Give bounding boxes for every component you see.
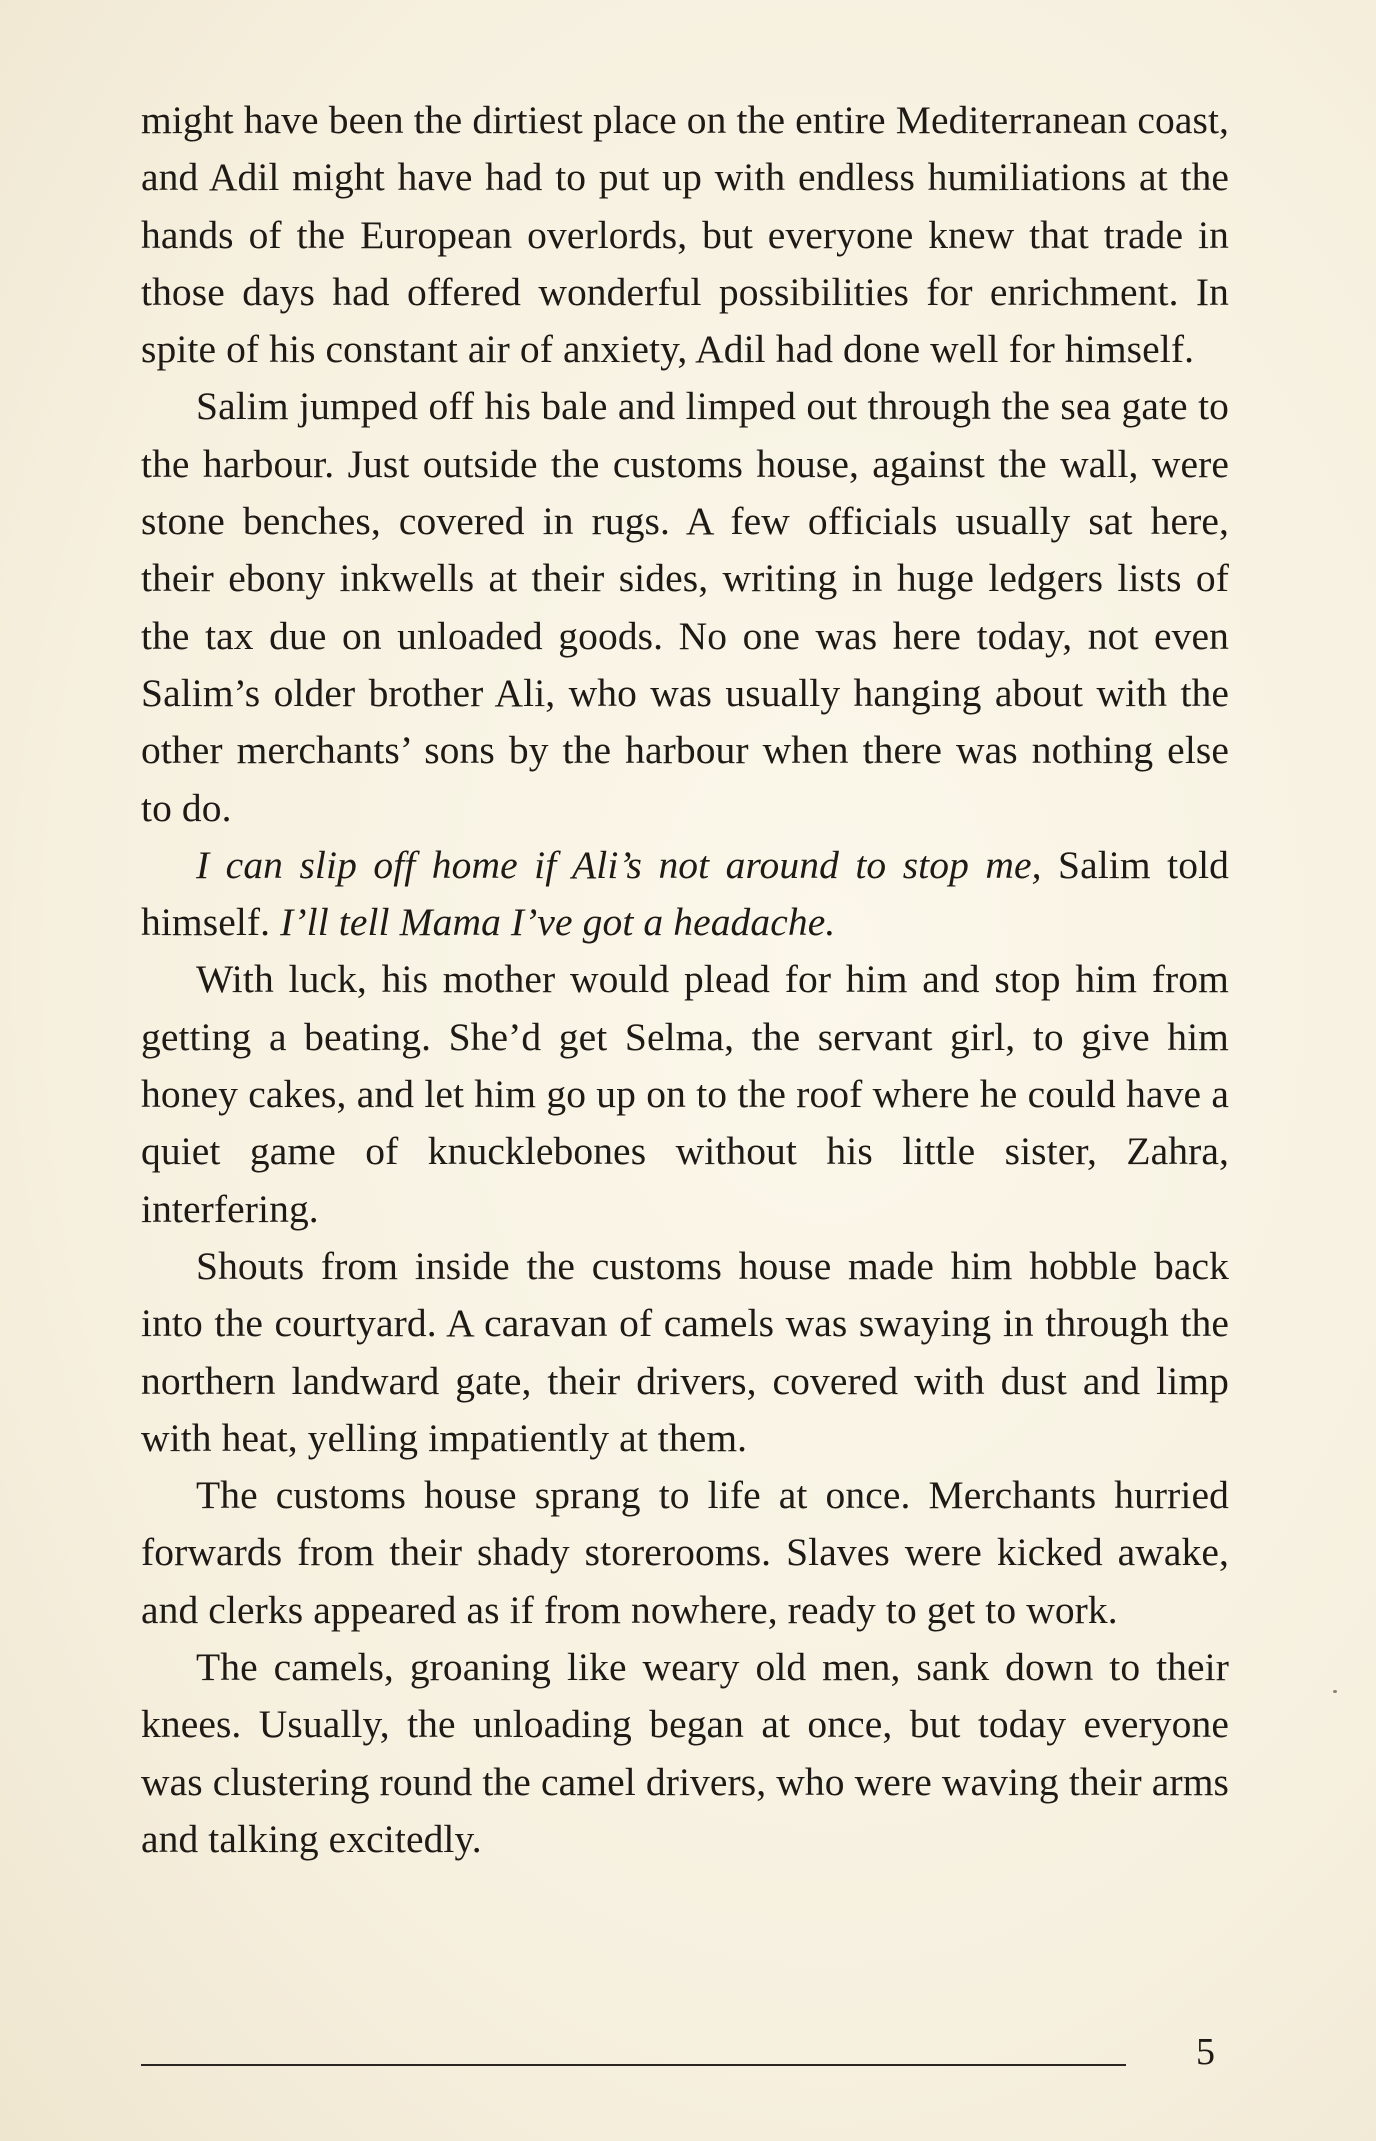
paragraph-2: Salim jumped off his bale and limped out through the sea gate to the harbour. Just outside the customs house, against the wall, were stone benches, covered in rugs. A few officials usually sat here, their ebony inkwells at their sides, writing in huge ledgers lists of the tax due on unloaded goods. No one was here today, not even Salim’s older brother Ali, who was usually hanging about with the other merchants’ sons by the harbour when there was nothing else to do. [141, 384, 1229, 830]
paragraph-6: The customs house sprang to life at once. Merchants hurried forwards from their shady storerooms. Slaves were kicked awake, and clerks appeared as if from nowhere, ready to get to work. [141, 1473, 1229, 1632]
paragraph-3 [141, 837, 1229, 952]
footer-rule [141, 2064, 1126, 2066]
page-number: 5 [1196, 2031, 1215, 2073]
paper-speck [1333, 1690, 1337, 1693]
body-text [141, 92, 1229, 1868]
paragraph-5: Shouts from inside the customs house made him hobble back into the courtyard. A caravan of camels was swaying in through the northern landward gate, their drivers, covered with dust and limp with heat, yelling impatiently at them. [141, 1243, 1229, 1460]
paragraph-3-narration: Salim told himself. [141, 842, 1229, 945]
paragraph-3-thought-1: I can slip off home if Ali’s not around to stop me, [196, 842, 1042, 887]
paragraph-7: The camels, groaning like weary old men, sank down to their knees. Usually, the unloading began at once, but today everyone was clustering round the camel drivers, who were waving their arms and talking excitedly. [141, 1645, 1229, 1861]
paragraph-4: With luck, his mother would plead for him and stop him from getting a beating. She’d get Selma, the servant girl, to give him honey cakes, and let him go up on to the roof where he could have a quiet game of knucklebones without his little sister, Zahra, interfering. [141, 957, 1229, 1231]
paragraph-3-thought-2: I’ll tell Mama I’ve got a headache. [280, 900, 836, 945]
paragraph-1: might have been the dirtiest place on the entire Mediterranean coast, and Adil might have had to put up with endless humiliations at the hands of the European overlords, but everyone knew that trade in those days had offered wonderful possibilities for enrichment. In spite of his constant air of anxiety, Adil had done well for himself. [141, 98, 1229, 372]
